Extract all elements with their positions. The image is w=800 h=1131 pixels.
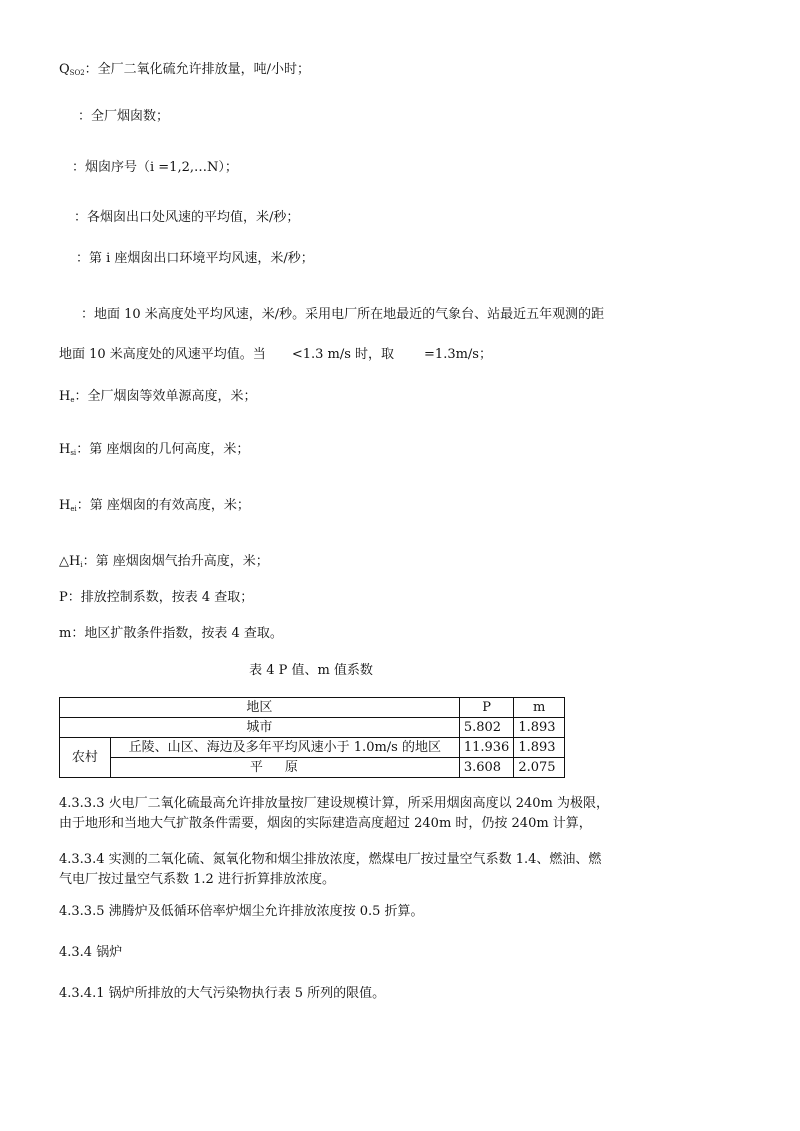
- table4: [59, 697, 565, 778]
- clause-4333-line1: 4.3.3.3 火电厂二氧化硫最高允许排放量按厂建设规模计算，所采用烟囱高度以 240m 为极限，: [59, 796, 610, 811]
- clause-4334-line2: 气电厂按过量空气系数 1.2 进行折算排放浓度。: [59, 872, 335, 887]
- header-m: m: [514, 698, 565, 718]
- rural-label: 农村: [60, 738, 111, 778]
- hsi-symbol: H: [59, 442, 71, 457]
- u10-cont-c: =1.3m/s；: [424, 347, 492, 362]
- def-ui: ：第 i 座烟囱出口环境平均风速，米/秒；: [76, 251, 314, 266]
- def-u10-cont: [59, 347, 492, 363]
- hsi-text: ：第 座烟囱的几何高度，米；: [76, 442, 250, 457]
- he-symbol: H: [59, 389, 71, 404]
- hei-subscript: ei: [70, 505, 77, 513]
- hei-text: ：第 座烟囱的有效高度，米；: [76, 498, 250, 513]
- clause-4335: 4.3.3.5 沸腾炉及低循环倍率炉烟尘允许排放浓度按 0.5 折算。: [59, 904, 424, 919]
- table-row: [60, 698, 565, 718]
- table-row: [60, 718, 565, 738]
- clause-4334-line1: 4.3.3.4 实测的二氧化硫、氮氧化物和烟尘排放浓度，燃煤电厂按过量空气系数 1.4、燃油、燃: [59, 852, 602, 867]
- def-hei: [59, 498, 250, 517]
- clause-4341: 4.3.4.1 锅炉所排放的大气污染物执行表 5 所列的限值。: [59, 986, 386, 1001]
- table-row: [60, 758, 565, 778]
- city-p: 5.802: [459, 718, 514, 738]
- header-region: 地区: [60, 698, 460, 718]
- clause-434: 4.3.4 锅炉: [59, 945, 123, 960]
- hilly-p: 11.936: [459, 738, 514, 758]
- he-text: ：全厂烟囱等效单源高度，米；: [74, 389, 257, 404]
- q-text: ：全厂二氧化硫允许排放量，吨/小时；: [84, 62, 311, 77]
- hilly-m: 1.893: [514, 738, 565, 758]
- def-i: ：烟囱序号（i =1,2,…N）；: [72, 160, 238, 175]
- dh-subscript: i: [80, 561, 83, 569]
- def-n: ：全厂烟囱数；: [78, 109, 170, 124]
- dh-symbol: △H: [59, 554, 81, 569]
- city-label: 城市: [60, 718, 460, 738]
- hsi-subscript: si: [70, 449, 77, 457]
- u10-cont-b: <1.3 m/s 时，取: [291, 347, 395, 362]
- hilly-label: 丘陵、山区、海边及多年平均风速小于 1.0m/s 的地区: [110, 738, 459, 758]
- def-u: ：各烟囱出口处风速的平均值，米/秒；: [74, 210, 300, 225]
- plain-label: 平原: [110, 758, 459, 778]
- def-p: P：排放控制系数，按表 4 查取；: [59, 590, 254, 605]
- table-row: [60, 738, 565, 758]
- def-hsi: [59, 442, 249, 461]
- q-subscript: SO2: [69, 69, 85, 77]
- def-m: m：地区扩散条件指数，按表 4 查取。: [59, 626, 283, 641]
- header-p: P: [459, 698, 514, 718]
- u10-cont-a: 地面 10 米高度处的风速平均值。当: [59, 347, 266, 362]
- q-symbol: Q: [59, 62, 70, 77]
- def-dh: [59, 554, 269, 573]
- clause-4333-line2: 由于地形和当地大气扩散条件需要，烟囱的实际建造高度超过 240m 时，仍按 240m 计算，: [59, 816, 592, 831]
- table4-caption: 表 4 P 值、m 值系数: [249, 663, 373, 678]
- city-m: 1.893: [514, 718, 565, 738]
- def-he: [59, 389, 257, 408]
- hei-symbol: H: [59, 498, 71, 513]
- def-u10: ：地面 10 米高度处平均风速，米/秒。采用电厂所在地最近的气象台、站最近五年观测的距: [81, 307, 605, 322]
- def-q: [59, 62, 310, 81]
- dh-text: ：第 座烟囱烟气抬升高度，米；: [82, 554, 269, 569]
- he-subscript: e: [70, 396, 75, 404]
- plain-m: 2.075: [514, 758, 565, 778]
- plain-p: 3.608: [459, 758, 514, 778]
